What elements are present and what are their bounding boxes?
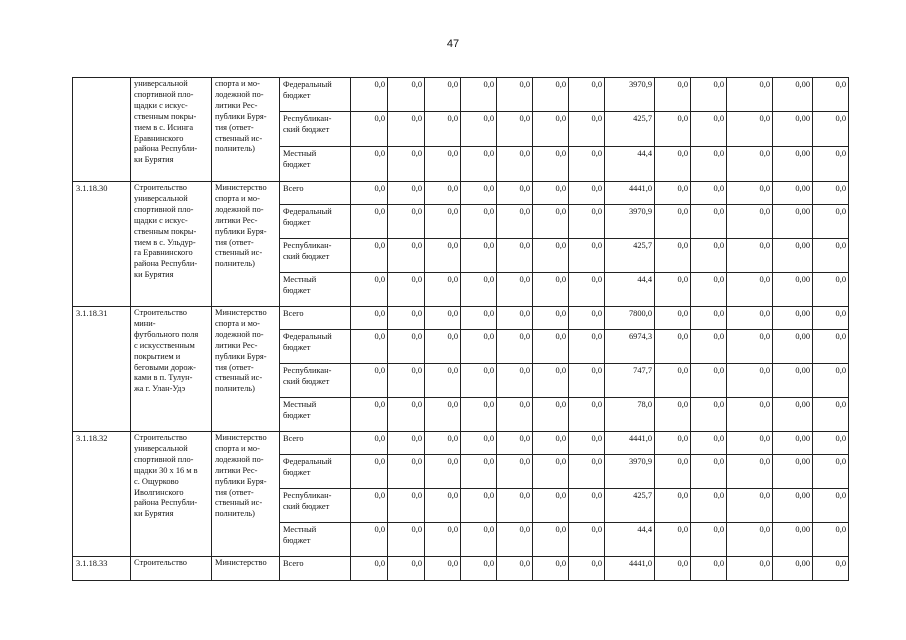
amount-cell: 0,0 <box>533 523 569 557</box>
amount-cell: 0,0 <box>425 112 461 147</box>
amount-cell: 0,0 <box>813 489 849 523</box>
amount-cell: 0,0 <box>813 455 849 489</box>
amount-cell: 0,0 <box>727 273 773 307</box>
funding-source: Республикан- ский бюджет <box>280 112 351 147</box>
amount-cell: 0,0 <box>533 398 569 432</box>
amount-cell: 0,0 <box>351 489 388 523</box>
executor: Министерство <box>212 557 280 581</box>
amount-cell: 0,0 <box>425 432 461 455</box>
amount-cell: 0,0 <box>461 112 497 147</box>
amount-cell: 0,0 <box>813 147 849 182</box>
amount-cell: 0,0 <box>497 557 533 581</box>
amount-cell: 0,0 <box>727 489 773 523</box>
funding-source: Всего <box>280 557 351 581</box>
amount-cell: 0,0 <box>497 523 533 557</box>
amount-cell: 0,0 <box>691 205 727 239</box>
amount-cell: 0,0 <box>569 307 605 330</box>
amount-cell: 0,0 <box>655 307 691 330</box>
amount-cell: 0,0 <box>691 78 727 112</box>
amount-cell: 0,0 <box>569 364 605 398</box>
amount-cell: 0,0 <box>497 432 533 455</box>
amount-cell: 0,0 <box>691 432 727 455</box>
amount-cell: 6974,3 <box>605 330 655 364</box>
amount-cell: 0,0 <box>533 489 569 523</box>
amount-cell: 0,0 <box>351 182 388 205</box>
amount-cell: 0,0 <box>533 147 569 182</box>
amount-cell: 0,0 <box>569 330 605 364</box>
amount-cell: 0,0 <box>727 147 773 182</box>
funding-source: Федеральный бюджет <box>280 455 351 489</box>
amount-cell: 0,0 <box>813 182 849 205</box>
amount-cell: 0,0 <box>691 330 727 364</box>
amount-cell: 0,0 <box>655 455 691 489</box>
budget-table <box>72 77 849 581</box>
amount-cell: 0,0 <box>351 364 388 398</box>
amount-cell: 0,0 <box>813 523 849 557</box>
amount-cell: 0,0 <box>691 398 727 432</box>
amount-cell: 0,0 <box>813 78 849 112</box>
amount-cell: 0,0 <box>533 273 569 307</box>
amount-cell: 0,0 <box>351 307 388 330</box>
amount-cell: 0,0 <box>425 239 461 273</box>
amount-cell: 0,0 <box>813 307 849 330</box>
amount-cell: 0,0 <box>461 182 497 205</box>
amount-cell: 0,0 <box>691 557 727 581</box>
amount-cell: 0,00 <box>773 557 813 581</box>
amount-cell: 0,0 <box>691 182 727 205</box>
amount-cell: 0,0 <box>569 398 605 432</box>
amount-cell: 0,0 <box>351 330 388 364</box>
funding-source: Местный бюджет <box>280 398 351 432</box>
amount-cell: 0,0 <box>727 330 773 364</box>
amount-cell: 0,0 <box>655 523 691 557</box>
amount-cell: 0,0 <box>569 239 605 273</box>
amount-cell: 0,0 <box>351 239 388 273</box>
amount-cell: 0,0 <box>388 78 425 112</box>
amount-cell: 0,0 <box>655 239 691 273</box>
amount-cell: 0,0 <box>569 182 605 205</box>
activity-name: Строительство универсальной спортивной пло- щадки 30 х 16 м в с. Ощурково Иволгинского района Республи- ки Бурятия <box>131 432 212 557</box>
amount-cell: 0,00 <box>773 239 813 273</box>
amount-cell: 0,0 <box>388 205 425 239</box>
amount-cell: 0,0 <box>727 205 773 239</box>
amount-cell: 3970,9 <box>605 455 655 489</box>
funding-source: Республикан- ский бюджет <box>280 239 351 273</box>
amount-cell: 0,0 <box>569 205 605 239</box>
amount-cell: 0,0 <box>388 239 425 273</box>
amount-cell: 0,0 <box>813 398 849 432</box>
amount-cell: 0,0 <box>497 239 533 273</box>
amount-cell: 0,0 <box>533 182 569 205</box>
amount-cell: 0,0 <box>497 78 533 112</box>
amount-cell: 0,0 <box>388 112 425 147</box>
amount-cell: 0,0 <box>691 523 727 557</box>
amount-cell: 0,0 <box>461 78 497 112</box>
amount-cell: 0,00 <box>773 307 813 330</box>
amount-cell: 0,0 <box>497 307 533 330</box>
amount-cell: 0,00 <box>773 147 813 182</box>
amount-cell: 0,0 <box>388 432 425 455</box>
activity-name: Строительство мини- футбольного поля с искусственным покрытием и беговыми дорож- ками в п. Тулун- жа г. Улан-Удэ <box>131 307 212 432</box>
table-row <box>73 182 849 205</box>
page-number: 47 <box>446 38 460 50</box>
amount-cell: 0,0 <box>351 147 388 182</box>
amount-cell: 0,0 <box>497 273 533 307</box>
amount-cell: 0,0 <box>351 205 388 239</box>
amount-cell: 3970,9 <box>605 78 655 112</box>
amount-cell: 0,0 <box>655 182 691 205</box>
amount-cell: 0,0 <box>569 432 605 455</box>
amount-cell: 0,0 <box>813 557 849 581</box>
funding-source: Местный бюджет <box>280 273 351 307</box>
amount-cell: 0,0 <box>533 455 569 489</box>
amount-cell: 0,00 <box>773 182 813 205</box>
amount-cell: 0,0 <box>461 455 497 489</box>
amount-cell: 0,00 <box>773 523 813 557</box>
amount-cell: 0,00 <box>773 489 813 523</box>
amount-cell: 44,4 <box>605 523 655 557</box>
amount-cell: 0,0 <box>461 489 497 523</box>
amount-cell: 0,0 <box>461 205 497 239</box>
amount-cell: 0,0 <box>351 557 388 581</box>
activity-name: универсальной спортивной пло- щадки с искус- ственным покры- тием в с. Исинга Еравнинского района Республи- ки Бурятия <box>131 78 212 182</box>
amount-cell: 0,0 <box>425 307 461 330</box>
amount-cell: 0,0 <box>655 557 691 581</box>
amount-cell: 0,00 <box>773 205 813 239</box>
amount-cell: 0,0 <box>388 557 425 581</box>
amount-cell: 0,0 <box>727 182 773 205</box>
amount-cell: 0,00 <box>773 78 813 112</box>
amount-cell: 0,0 <box>813 364 849 398</box>
amount-cell: 0,0 <box>425 455 461 489</box>
amount-cell: 0,0 <box>461 523 497 557</box>
amount-cell: 0,0 <box>813 273 849 307</box>
amount-cell: 0,0 <box>461 273 497 307</box>
amount-cell: 0,0 <box>727 455 773 489</box>
amount-cell: 425,7 <box>605 239 655 273</box>
activity-name: Строительство универсальной спортивной пло- щадки с искус- ственным покры- тием в с. Ульдур- га Еравнинского района Республи- ки Бурятия <box>131 182 212 307</box>
amount-cell: 0,0 <box>691 112 727 147</box>
amount-cell: 0,0 <box>727 557 773 581</box>
amount-cell: 0,0 <box>351 112 388 147</box>
funding-source: Федеральный бюджет <box>280 330 351 364</box>
amount-cell: 0,0 <box>388 489 425 523</box>
amount-cell: 0,0 <box>533 112 569 147</box>
amount-cell: 0,0 <box>388 307 425 330</box>
amount-cell: 0,0 <box>533 432 569 455</box>
amount-cell: 0,00 <box>773 432 813 455</box>
amount-cell: 0,0 <box>655 398 691 432</box>
amount-cell: 0,0 <box>461 398 497 432</box>
funding-source: Федеральный бюджет <box>280 78 351 112</box>
amount-cell: 0,0 <box>691 455 727 489</box>
amount-cell: 44,4 <box>605 147 655 182</box>
amount-cell: 0,0 <box>388 273 425 307</box>
amount-cell: 0,0 <box>388 455 425 489</box>
amount-cell: 0,0 <box>425 182 461 205</box>
amount-cell: 0,0 <box>461 239 497 273</box>
amount-cell: 0,0 <box>533 557 569 581</box>
amount-cell: 0,0 <box>813 239 849 273</box>
amount-cell: 0,0 <box>655 147 691 182</box>
amount-cell: 3970,9 <box>605 205 655 239</box>
amount-cell: 0,0 <box>461 307 497 330</box>
amount-cell: 0,0 <box>388 182 425 205</box>
amount-cell: 0,0 <box>425 398 461 432</box>
amount-cell: 0,0 <box>569 455 605 489</box>
funding-source: Федеральный бюджет <box>280 205 351 239</box>
amount-cell: 0,0 <box>388 147 425 182</box>
amount-cell: 0,0 <box>497 455 533 489</box>
amount-cell: 4441,0 <box>605 182 655 205</box>
amount-cell: 747,7 <box>605 364 655 398</box>
amount-cell: 0,0 <box>569 489 605 523</box>
amount-cell: 0,0 <box>533 239 569 273</box>
item-number <box>73 78 131 182</box>
amount-cell: 0,0 <box>813 112 849 147</box>
amount-cell: 0,00 <box>773 330 813 364</box>
amount-cell: 0,0 <box>569 78 605 112</box>
amount-cell: 0,0 <box>461 557 497 581</box>
amount-cell: 0,0 <box>655 78 691 112</box>
table-row <box>73 432 849 455</box>
item-number: 3.1.18.30 <box>73 182 131 307</box>
amount-cell: 78,0 <box>605 398 655 432</box>
amount-cell: 0,0 <box>691 489 727 523</box>
amount-cell: 0,0 <box>655 330 691 364</box>
amount-cell: 0,0 <box>351 78 388 112</box>
amount-cell: 0,0 <box>388 398 425 432</box>
amount-cell: 0,0 <box>727 432 773 455</box>
amount-cell: 0,0 <box>425 205 461 239</box>
amount-cell: 0,0 <box>813 205 849 239</box>
amount-cell: 0,0 <box>813 432 849 455</box>
executor: спорта и мо- лодежной по- литики Рес- публики Буря- тия (ответ- ственный ис- полнитель) <box>212 78 280 182</box>
amount-cell: 0,0 <box>351 273 388 307</box>
amount-cell: 0,0 <box>497 398 533 432</box>
amount-cell: 0,0 <box>691 239 727 273</box>
executor: Министерство спорта и мо- лодежной по- литики Рес- публики Буря- тия (ответ- ственный ис- полнитель) <box>212 307 280 432</box>
executor: Министерство спорта и мо- лодежной по- литики Рес- публики Буря- тия (ответ- ственный ис- полнитель) <box>212 182 280 307</box>
amount-cell: 0,0 <box>655 432 691 455</box>
amount-cell: 0,0 <box>691 307 727 330</box>
amount-cell: 0,0 <box>497 147 533 182</box>
amount-cell: 0,0 <box>727 398 773 432</box>
amount-cell: 0,0 <box>569 557 605 581</box>
amount-cell: 0,0 <box>655 205 691 239</box>
amount-cell: 0,0 <box>727 78 773 112</box>
amount-cell: 0,0 <box>425 557 461 581</box>
amount-cell: 0,0 <box>691 273 727 307</box>
amount-cell: 0,0 <box>351 455 388 489</box>
amount-cell: 0,0 <box>497 489 533 523</box>
amount-cell: 0,0 <box>655 273 691 307</box>
funding-source: Всего <box>280 307 351 330</box>
amount-cell: 0,0 <box>461 330 497 364</box>
amount-cell: 0,0 <box>569 273 605 307</box>
amount-cell: 0,0 <box>655 112 691 147</box>
amount-cell: 0,0 <box>461 432 497 455</box>
funding-source: Всего <box>280 432 351 455</box>
amount-cell: 0,0 <box>425 523 461 557</box>
amount-cell: 0,0 <box>727 523 773 557</box>
item-number: 3.1.18.31 <box>73 307 131 432</box>
amount-cell: 0,0 <box>569 523 605 557</box>
funding-source: Местный бюджет <box>280 523 351 557</box>
amount-cell: 0,0 <box>813 330 849 364</box>
amount-cell: 0,0 <box>425 330 461 364</box>
amount-cell: 0,00 <box>773 455 813 489</box>
amount-cell: 0,0 <box>351 523 388 557</box>
amount-cell: 0,0 <box>497 364 533 398</box>
amount-cell: 0,00 <box>773 398 813 432</box>
amount-cell: 0,0 <box>727 239 773 273</box>
amount-cell: 44,4 <box>605 273 655 307</box>
amount-cell: 0,0 <box>461 364 497 398</box>
amount-cell: 0,0 <box>727 112 773 147</box>
amount-cell: 0,0 <box>497 205 533 239</box>
activity-name: Строительство <box>131 557 212 581</box>
amount-cell: 0,0 <box>388 364 425 398</box>
amount-cell: 0,0 <box>691 147 727 182</box>
table-row <box>73 78 849 112</box>
amount-cell: 0,0 <box>388 523 425 557</box>
amount-cell: 0,0 <box>655 364 691 398</box>
amount-cell: 0,0 <box>533 330 569 364</box>
amount-cell: 0,00 <box>773 273 813 307</box>
amount-cell: 0,0 <box>425 489 461 523</box>
amount-cell: 0,0 <box>533 307 569 330</box>
amount-cell: 4441,0 <box>605 432 655 455</box>
amount-cell: 0,0 <box>727 307 773 330</box>
amount-cell: 0,0 <box>533 205 569 239</box>
amount-cell: 425,7 <box>605 489 655 523</box>
amount-cell: 0,0 <box>569 147 605 182</box>
amount-cell: 425,7 <box>605 112 655 147</box>
amount-cell: 0,00 <box>773 112 813 147</box>
amount-cell: 0,0 <box>691 364 727 398</box>
table-row <box>73 557 849 581</box>
amount-cell: 0,0 <box>425 147 461 182</box>
amount-cell: 0,0 <box>351 432 388 455</box>
amount-cell: 0,0 <box>533 364 569 398</box>
amount-cell: 0,0 <box>425 78 461 112</box>
item-number: 3.1.18.33 <box>73 557 131 581</box>
amount-cell: 0,0 <box>497 330 533 364</box>
executor: Министерство спорта и мо- лодежной по- литики Рес- публики Буря- тия (ответ- ственный ис- полнитель) <box>212 432 280 557</box>
funding-source: Республикан- ский бюджет <box>280 364 351 398</box>
funding-source: Республикан- ский бюджет <box>280 489 351 523</box>
amount-cell: 0,0 <box>461 147 497 182</box>
amount-cell: 0,0 <box>569 112 605 147</box>
amount-cell: 0,0 <box>425 273 461 307</box>
funding-source: Всего <box>280 182 351 205</box>
amount-cell: 7800,0 <box>605 307 655 330</box>
amount-cell: 0,0 <box>497 112 533 147</box>
amount-cell: 0,0 <box>727 364 773 398</box>
funding-source: Местный бюджет <box>280 147 351 182</box>
amount-cell: 0,0 <box>497 182 533 205</box>
amount-cell: 0,0 <box>425 364 461 398</box>
item-number: 3.1.18.32 <box>73 432 131 557</box>
table-row <box>73 307 849 330</box>
amount-cell: 0,00 <box>773 364 813 398</box>
amount-cell: 0,0 <box>655 489 691 523</box>
amount-cell: 0,0 <box>388 330 425 364</box>
amount-cell: 4441,0 <box>605 557 655 581</box>
amount-cell: 0,0 <box>351 398 388 432</box>
amount-cell: 0,0 <box>533 78 569 112</box>
